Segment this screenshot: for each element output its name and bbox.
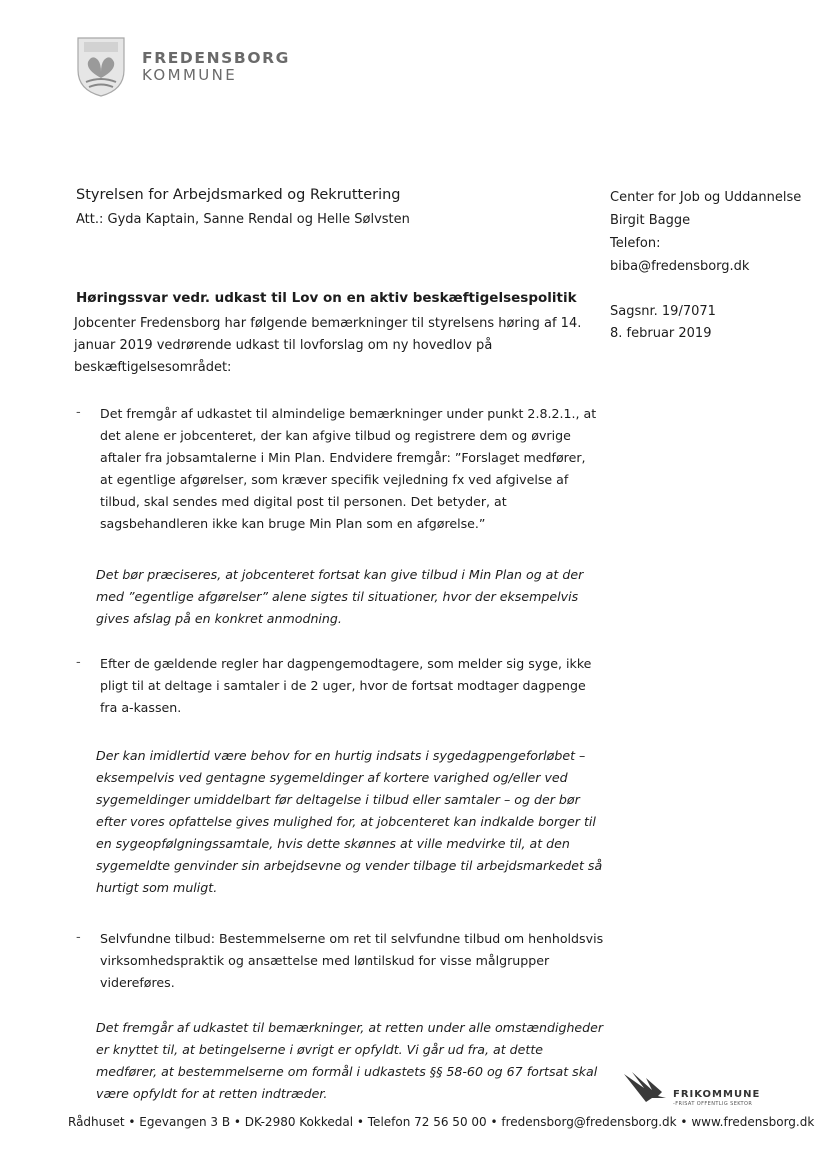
text-line: fra a-kassen.	[100, 700, 182, 715]
recipient-name: Styrelsen for Arbejdsmarked og Rekruttering	[76, 187, 401, 203]
text-line: videreføres.	[100, 975, 175, 990]
sender-person: Birgit Bagge	[610, 213, 691, 228]
comment-line: sygemeldinger umiddelbart før deltagelse i tilbud eller samtaler – og der bør	[96, 792, 580, 807]
section-2-comment	[96, 745, 606, 899]
comment-line: hurtigt som muligt.	[96, 880, 218, 895]
bullet-marker: -	[76, 655, 81, 670]
text-line: virksomhedspraktik og ansættelse med løntilskud for visse målgrupper	[100, 953, 550, 968]
comment-line: være opfyldt for at retten indtræder.	[96, 1086, 328, 1101]
frikommune-subtitle: -FRISAT OFFENTLIG SEKTOR	[673, 1101, 753, 1107]
section-1-text	[100, 403, 610, 535]
org-name: FREDENSBORG	[142, 49, 290, 67]
comment-line: Det bør præciseres, at jobcenteret fortsat kan give tilbud i Min Plan og at der	[96, 567, 584, 582]
text-line: Selvfundne tilbud: Bestemmelserne om ret til selvfundne tilbud om henholdsvis	[100, 931, 604, 946]
sender-email: biba@fredensborg.dk	[610, 259, 750, 274]
comment-line: med ”egentlige afgørelser” alene sigtes til situationer, hvor der eksempelvis	[96, 589, 579, 604]
comment-line: er knyttet til, at betingelserne i øvrigt er opfyldt. Vi går ud fra, at dette	[96, 1042, 544, 1057]
case-number: Sagsnr. 19/7071	[610, 304, 716, 319]
intro-paragraph	[74, 313, 594, 379]
comment-line: Der kan imidlertid være behov for en hurtig indsats i sygedagpengeforløbet –	[96, 748, 586, 763]
intro-line: januar 2019 vedrørende udkast til lovforslag om ny hovedlov på	[74, 338, 493, 353]
text-line: pligt til at deltage i samtaler i de 2 uger, hvor de fortsat modtager dagpenge	[100, 678, 586, 693]
comment-line: sygemeldte genvinder sin arbejdsevne og vender tilbage til arbejdsmarkedet så	[96, 858, 603, 873]
intro-line: beskæftigelsesområdet:	[74, 360, 232, 375]
frikommune-name: FRIKOMMUNE	[673, 1089, 761, 1100]
text-line: tilbud, skal sendes med digital post til personen. Det betyder, at	[100, 494, 507, 509]
text-line: aftaler fra jobsamtalerne i Min Plan. Endvidere fremgår: ”Forslaget medfører,	[100, 450, 586, 465]
comment-line: Det fremgår af udkastet til bemærkninger, at retten under alle omstændigheder	[96, 1020, 604, 1035]
bullet-marker: -	[76, 405, 81, 420]
sender-department: Center for Job og Uddannelse	[610, 190, 802, 205]
case-block	[610, 301, 716, 345]
text-line: at egentlige afgørelser, som kræver specifik vejledning fx ved afgivelse af	[100, 472, 569, 487]
org-subtitle: KOMMUNE	[142, 66, 238, 84]
bullet-marker: -	[76, 930, 81, 945]
text-line: Efter de gældende regler har dagpengemodtagere, som melder sig syge, ikke	[100, 656, 592, 671]
intro-line: Jobcenter Fredensborg har følgende bemærkninger til styrelsens høring af 14.	[74, 316, 582, 331]
text-line: Det fremgår af udkastet til almindelige bemærkninger under punkt 2.8.2.1., at	[100, 406, 597, 421]
sender-block	[610, 186, 801, 278]
text-line: det alene er jobcenteret, der kan afgive tilbud og registrere dem og øvrige	[100, 428, 571, 443]
comment-line: medfører, at bestemmelserne om formål i udkastets §§ 58-60 og 67 fortsat skal	[96, 1064, 598, 1079]
text-line: sagsbehandleren ikke kan bruge Min Plan som en afgørelse.”	[100, 516, 486, 531]
municipality-crest-logo	[76, 36, 126, 98]
section-3-text	[100, 928, 610, 994]
footer-address: Rådhuset • Egevangen 3 B • DK-2980 Kokkedal • Telefon 72 56 50 00 • fredensborg@fredensborg.dk • www.fredensborg.dk	[68, 1115, 815, 1129]
letter-title: Høringssvar vedr. udkast til Lov on en aktiv beskæftigelsespolitik	[76, 290, 577, 306]
section-2-text	[100, 653, 610, 719]
recipient-attention: Att.: Gyda Kaptain, Sanne Rendal og Helle Sølvsten	[76, 212, 410, 227]
comment-line: en sygeopfølgningssamtale, hvis dette skønnes at ville medvirke til, at den	[96, 836, 570, 851]
comment-line: efter vores opfattelse gives mulighed for, at jobcenteret kan indkalde borger til	[96, 814, 596, 829]
case-date: 8. februar 2019	[610, 326, 712, 341]
frikommune-bird-logo	[622, 1068, 670, 1104]
comment-line: eksempelvis ved gentagne sygemeldinger af kortere varighed og/eller ved	[96, 770, 568, 785]
comment-line: gives afslag på en konkret anmodning.	[96, 611, 342, 626]
section-1-comment	[96, 564, 606, 630]
section-3-comment	[96, 1017, 606, 1105]
sender-phone-label: Telefon:	[610, 236, 661, 251]
